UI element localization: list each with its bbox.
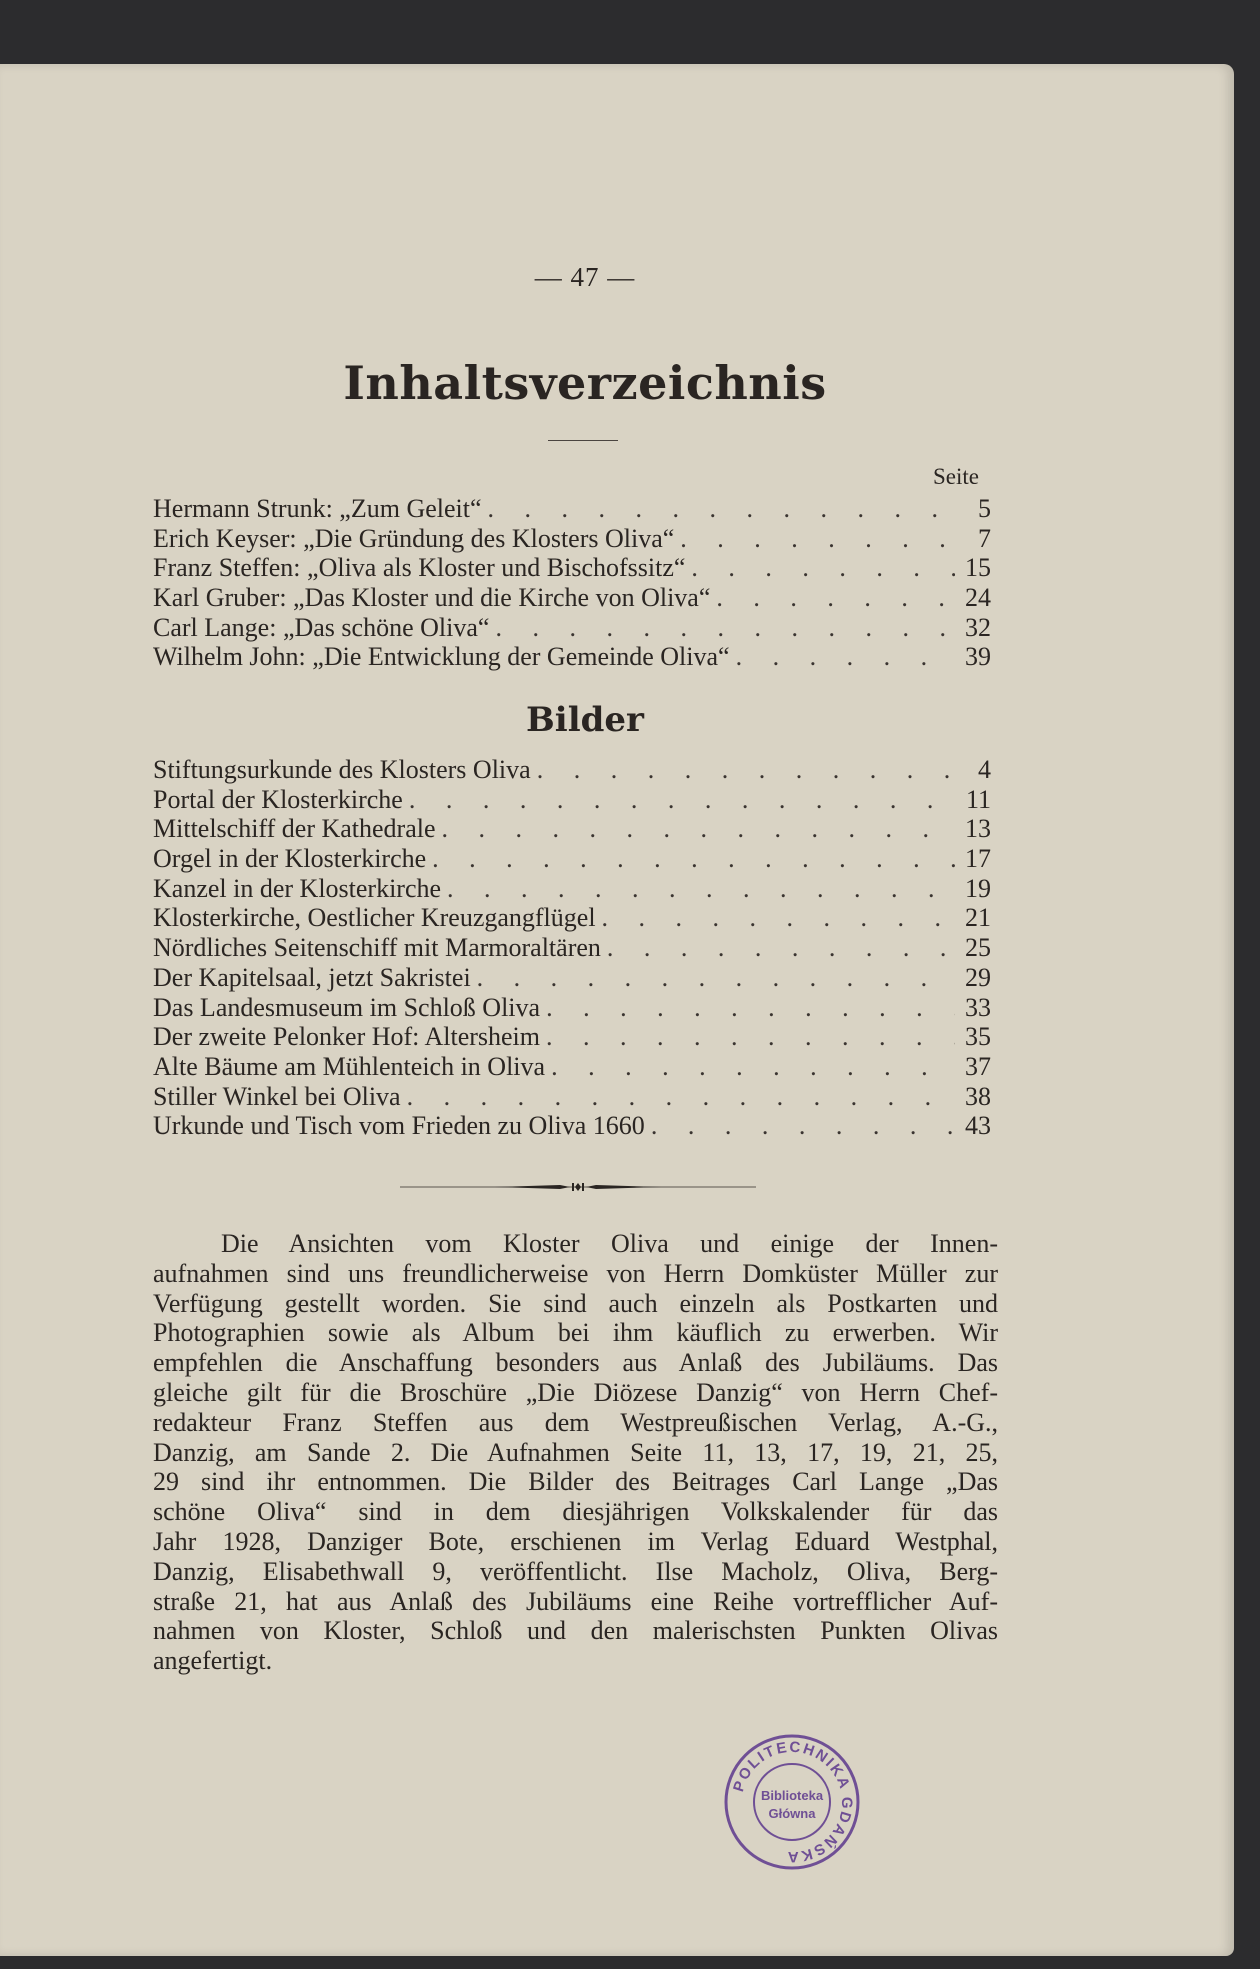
entry-page: 4 — [978, 755, 991, 784]
paragraph-line: aufnahmen sind uns freundlicherweise von Herrn Domküster Müller zur — [153, 1258, 998, 1288]
dot-leader — [495, 613, 955, 643]
entry-title: Wilhelm John: „Die Entwicklung der Gemeinde Oliva“ — [153, 642, 730, 672]
dot-leader — [716, 583, 955, 613]
page-number: — 47 — — [534, 262, 636, 292]
images-heading: Bilder — [526, 700, 644, 740]
entry-page: 38 — [965, 1081, 991, 1111]
image-entry — [153, 1052, 991, 1082]
image-entry — [153, 874, 991, 904]
entry-page: 24 — [965, 583, 991, 613]
dot-leader — [432, 844, 955, 874]
dot-leader — [546, 1022, 955, 1052]
entry-title: Mittelschiff der Kathedrale — [153, 814, 436, 844]
dot-leader — [442, 814, 955, 844]
svg-text:Główna: Główna — [768, 1806, 816, 1821]
image-entry — [153, 814, 991, 844]
images-list — [153, 755, 991, 1141]
entry-page: 15 — [965, 553, 991, 583]
entry-title: Stiller Winkel bei Oliva — [153, 1081, 401, 1111]
entry-page: 39 — [965, 642, 991, 672]
entry-page: 21 — [965, 903, 991, 933]
entry-title: Karl Gruber: „Das Kloster und die Kirche von Oliva“ — [153, 583, 711, 613]
entry-page: 7 — [978, 523, 991, 553]
dot-leader — [602, 903, 955, 933]
title-divider — [548, 440, 618, 441]
dot-leader — [546, 993, 955, 1023]
image-entry — [153, 1111, 991, 1141]
contents-entry — [153, 524, 991, 554]
entry-title: Erich Keyser: „Die Gründung des Klosters Oliva“ — [153, 523, 675, 553]
image-entry — [153, 1082, 991, 1112]
paragraph-line: Danzig, am Sande 2. Die Aufnahmen Seite 11, 13, 17, 19, 21, 25, — [153, 1437, 998, 1467]
entry-title: Der Kapitelsaal, jetzt Sakristei — [153, 962, 471, 992]
dot-leader — [736, 642, 955, 672]
image-entry — [153, 785, 991, 815]
dot-leader — [409, 785, 955, 815]
image-entry — [153, 903, 991, 933]
page-column-header: Seite — [933, 464, 979, 489]
paragraph-line: gleiche gilt für die Broschüre „Die Diözese Danzig“ von Herrn Chef- — [153, 1377, 998, 1407]
image-entry — [153, 1022, 991, 1052]
contents-entry — [153, 494, 991, 524]
paragraph-line: angefertigt. — [153, 1646, 273, 1676]
entry-page: 5 — [978, 494, 991, 523]
image-entry — [153, 933, 991, 963]
paragraph-line: Die Ansichten vom Kloster Oliva und einige der Innen- — [221, 1229, 998, 1258]
dot-leader — [680, 524, 955, 554]
entry-page: 29 — [965, 962, 991, 992]
entry-page: 37 — [965, 1051, 991, 1081]
dot-leader — [447, 874, 955, 904]
entry-page: 13 — [965, 814, 991, 844]
image-entry — [153, 993, 991, 1023]
entry-page: 35 — [965, 1022, 991, 1052]
entry-title: Stiftungsurkunde des Klosters Oliva — [153, 755, 531, 784]
entry-page: 19 — [965, 873, 991, 903]
paragraph-line: nahmen von Kloster, Schloß und den malerischsten Punkten Olivas — [153, 1616, 998, 1646]
dot-leader — [651, 1111, 955, 1141]
paragraph-line: schöne Oliva“ sind in dem diesjährigen Volkskalender für das — [153, 1497, 998, 1527]
dot-leader — [537, 755, 955, 785]
paragraph-line: Danzig, Elisabethwall 9, veröffentlicht. Ilse Macholz, Oliva, Berg- — [153, 1556, 998, 1586]
entry-title: Alte Bäume am Mühlenteich in Oliva — [153, 1051, 546, 1081]
entry-title: Portal der Klosterkirche — [153, 784, 403, 814]
entry-title: Nördliches Seitenschiff mit Marmoraltären — [153, 933, 601, 963]
entry-title: Das Landesmuseum im Schloß Oliva — [153, 992, 541, 1022]
dot-leader — [691, 553, 955, 583]
paragraph-line: 29 sind ihr entnommen. Die Bilder des Beitrages Carl Lange „Das — [153, 1467, 998, 1497]
library-stamp — [722, 1732, 862, 1872]
entry-title: Hermann Strunk: „Zum Geleit“ — [153, 494, 482, 523]
paragraph-line: straße 21, hat aus Anlaß des Jubiläums eine Reihe vortrefflicher Auf- — [153, 1586, 998, 1616]
dot-leader — [488, 494, 955, 524]
dot-leader — [551, 1052, 955, 1082]
contents-entry — [153, 613, 991, 643]
paragraph-line: empfehlen die Anschaffung besonders aus Anlaß des Jubiläums. Das — [153, 1348, 998, 1378]
paragraph-line: Jahr 1928, Danziger Bote, erschienen im Verlag Eduard Westphal, — [153, 1526, 998, 1556]
image-entry — [153, 963, 991, 993]
entry-title: Carl Lange: „Das schöne Oliva“ — [153, 612, 490, 642]
contents-entry — [153, 583, 991, 613]
dot-leader — [477, 963, 955, 993]
contents-entry — [153, 553, 991, 583]
entry-title: Franz Steffen: „Oliva als Kloster und Bischofssitz“ — [153, 553, 686, 583]
entry-page: 11 — [965, 784, 991, 814]
entry-title: Urkunde und Tisch vom Frieden zu Oliva 1660 — [153, 1111, 645, 1141]
entry-title: Klosterkirche, Oestlicher Kreuzgangflügel — [153, 903, 596, 933]
page-title: Inhaltsverzeichnis — [343, 356, 827, 410]
paragraph-line: redakteur Franz Steffen aus dem Westpreußischen Verlag, A.-G., — [153, 1407, 998, 1437]
entry-page: 17 — [965, 844, 991, 874]
entry-page: 25 — [965, 933, 991, 963]
entry-page: 33 — [965, 992, 991, 1022]
entry-title: Der zweite Pelonker Hof: Altersheim — [153, 1022, 540, 1052]
entry-title: Orgel in der Klosterkirche — [153, 844, 427, 874]
entry-page: 32 — [965, 612, 991, 642]
svg-text:POLITECHNIKA GDAŃSKA: POLITECHNIKA GDAŃSKA — [730, 1738, 856, 1866]
contents-entry — [153, 642, 991, 672]
entry-title: Kanzel in der Klosterkirche — [153, 873, 442, 903]
paragraph-line: Verfügung gestellt worden. Sie sind auch einzeln als Postkarten und — [153, 1288, 998, 1318]
svg-text:Biblioteka: Biblioteka — [760, 1788, 824, 1803]
contents-list — [153, 494, 991, 672]
image-entry — [153, 755, 991, 785]
ornament-divider — [400, 1179, 756, 1195]
dot-leader — [407, 1082, 955, 1112]
image-entry — [153, 844, 991, 874]
document-page — [0, 64, 1234, 1956]
paragraph-line: Photographien sowie als Album bei ihm käuflich zu erwerben. Wir — [153, 1318, 998, 1348]
note-paragraph — [153, 1229, 998, 1676]
dot-leader — [607, 933, 955, 963]
entry-page: 43 — [965, 1111, 991, 1141]
